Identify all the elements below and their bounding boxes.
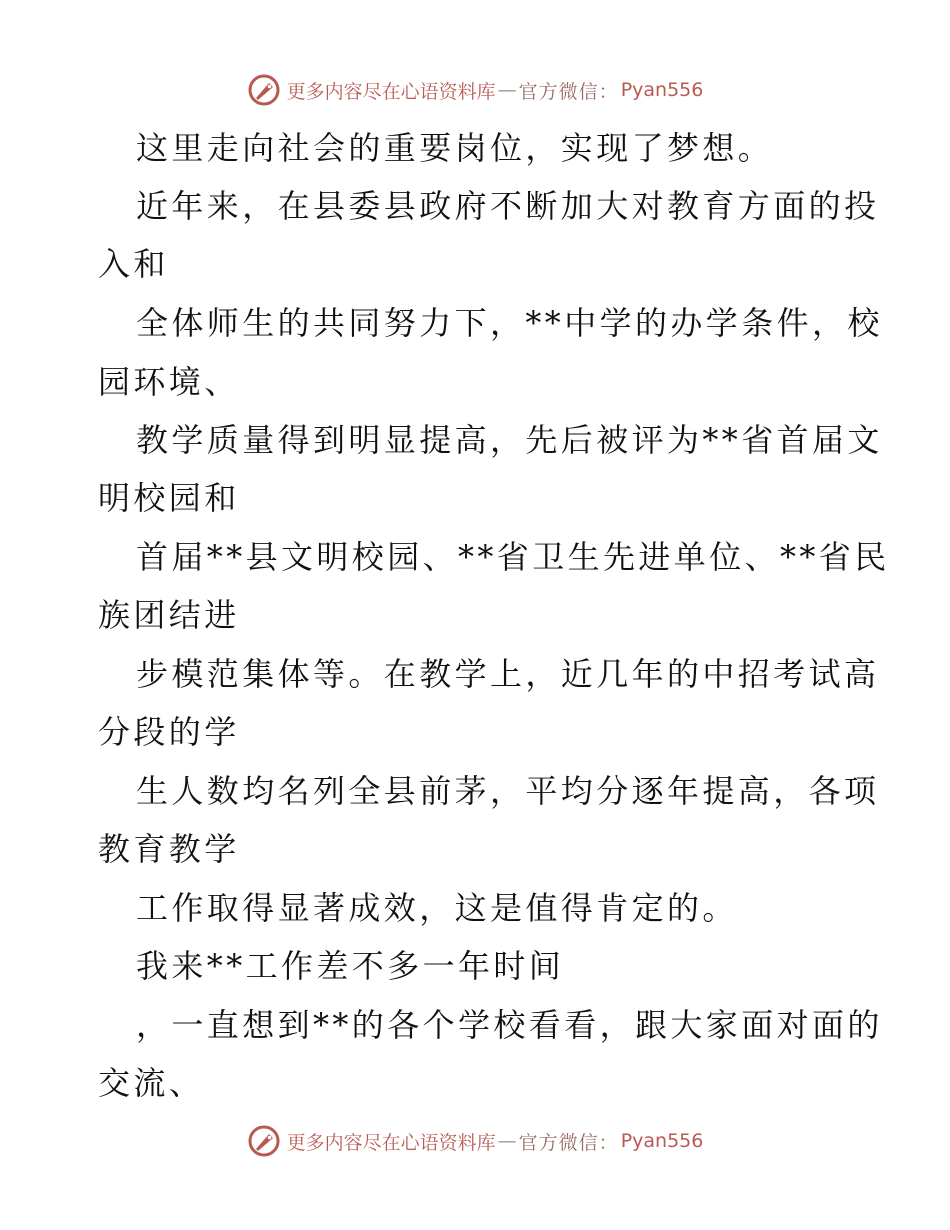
body-line: 入和 [98,245,169,283]
watermark-wechat-label: 官方微信： [518,1131,619,1154]
watermark-separator: — [497,1130,517,1152]
watermark-wechat-label: 官方微信： [518,80,619,103]
body-line: 我来**工作差不多一年时间 [136,947,565,985]
body-line: 族团结进 [98,596,240,634]
body-line: 近年来，在县委县政府不断加大对教育方面的投 [136,187,880,225]
body-line: ，一直想到**的各个学校看看，跟大家面对面的 [136,1006,883,1044]
watermark-separator: — [497,79,517,101]
body-line: 这里走向社会的重要岗位，实现了梦想。 [136,129,774,167]
body-line: 分段的学 [98,713,240,751]
footer-watermark [0,1121,950,1161]
watermark-brand: 更多内容尽在心语资料库 [286,1131,496,1154]
pen-nib-circle-icon [247,73,281,107]
watermark-wechat-id: Pyan556 [620,79,704,101]
body-line: 全体师生的共同努力下，**中学的办学条件，校 [136,304,883,342]
body-line: 园环境、 [98,363,240,401]
body-line: 工作取得显著成效，这是值得肯定的。 [136,889,738,927]
body-line: 教育教学 [98,830,240,868]
body-line: 交流、 [98,1064,205,1102]
body-line: 步模范集体等。在教学上，近几年的中招考试高 [136,655,880,693]
pen-nib-circle-icon [247,1124,281,1158]
body-line: 教学质量得到明显提高，先后被评为**省首届文 [136,421,883,459]
body-line: 首届**县文明校园、**省卫生先进单位、**省民 [136,538,890,576]
watermark-wechat-id: Pyan556 [620,1130,704,1152]
body-line: 生人数均名列全县前茅，平均分逐年提高，各项 [136,772,880,810]
watermark-brand: 更多内容尽在心语资料库 [286,80,496,103]
body-line: 明校园和 [98,479,240,517]
header-watermark [0,70,950,110]
